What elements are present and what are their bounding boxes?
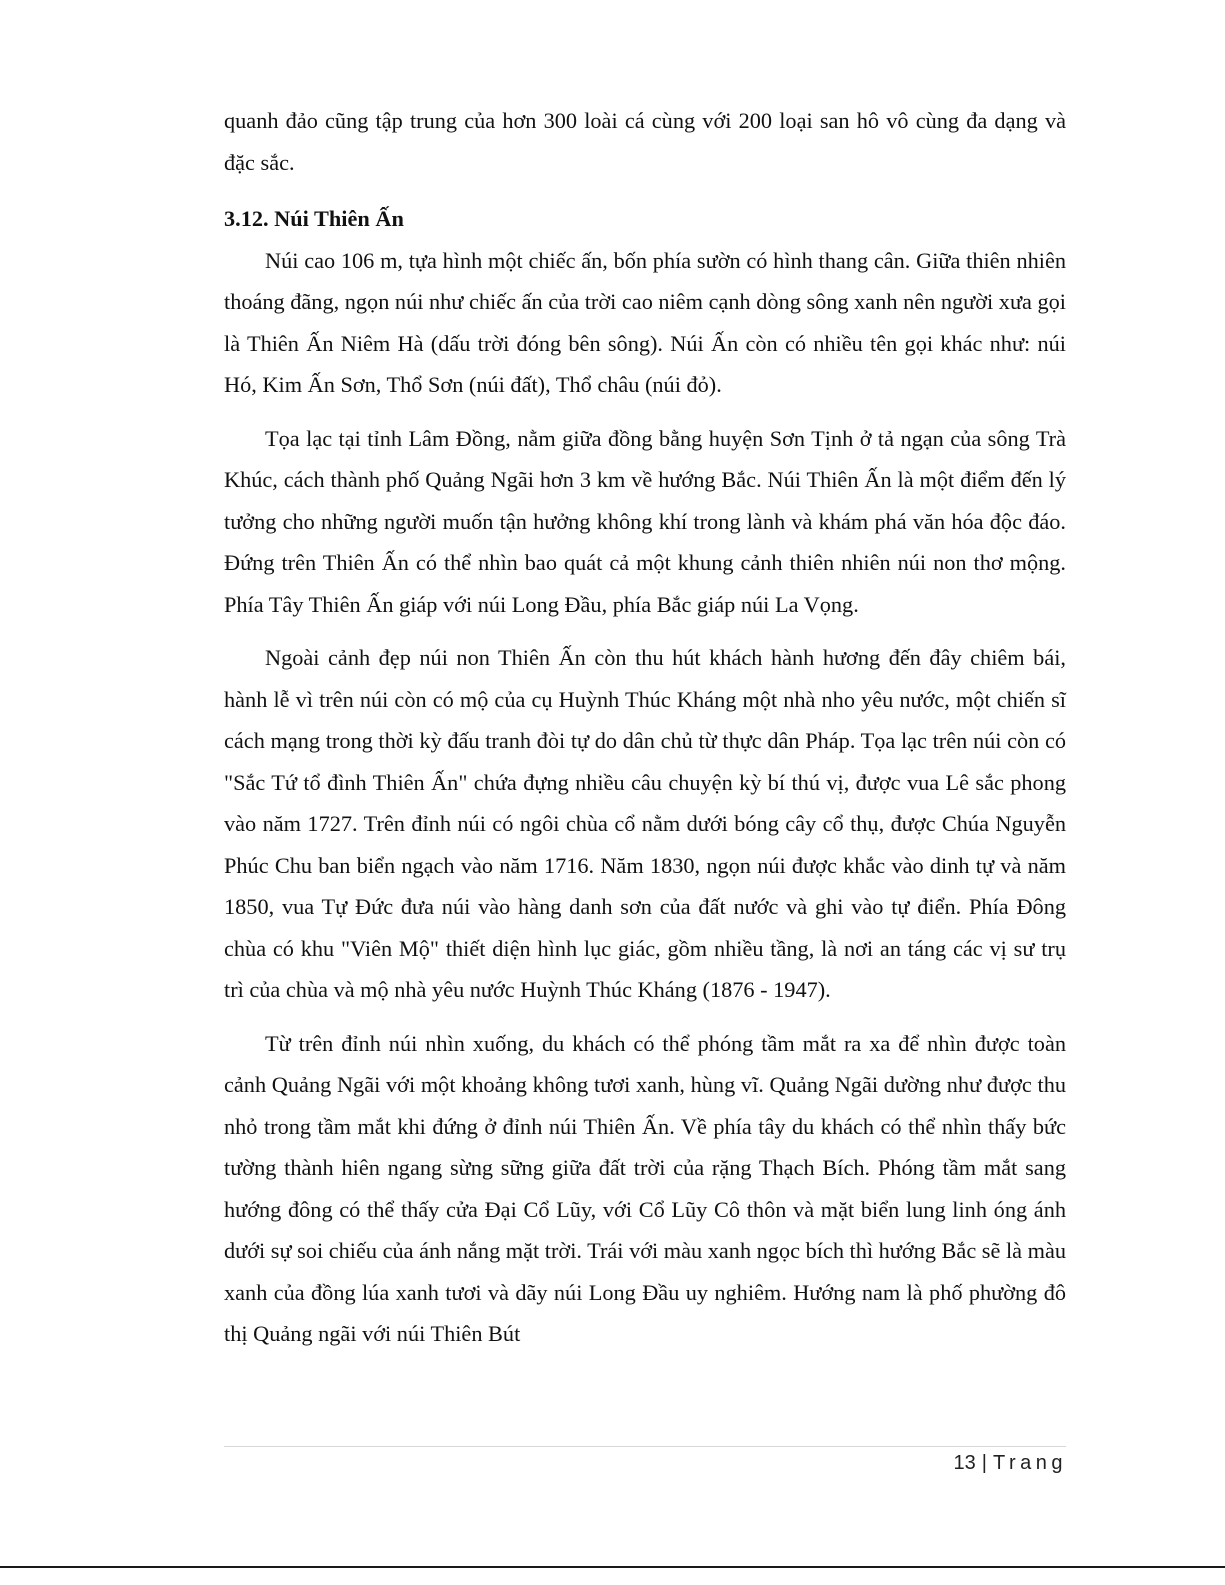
paragraph-panorama: Từ trên đỉnh núi nhìn xuống, du khách có thể phóng tầm mắt ra xa để nhìn được toàn cảnh Quảng Ngãi với một khoảng không tươi xanh, hùng vĩ. Quảng Ngãi dường như được thu nhỏ trong tầm mắt khi đứng ở đỉnh núi Thiên Ấn. Về phía tây du khách có thể nhìn thấy bức tường thành hiên ngang sừng sững giữa đất trời của rặng Thạch Bích. Phóng tầm mắt sang hướng đông có thể thấy cửa Đại Cổ Lũy, với Cổ Lũy Cô thôn và mặt biển lung linh óng ánh dưới sự soi chiếu của ánh nắng mặt trời. Trái với màu xanh ngọc bích thì hướng Bắc sẽ là màu xanh của đồng lúa xanh tươi và dãy núi Long Đầu uy nghiêm. Hướng nam là phố phường đô thị Quảng ngãi với núi Thiên Bút xyxy=(224,1030,1066,1346)
scan-edge-line xyxy=(0,1566,1225,1568)
page-body xyxy=(224,100,1066,1355)
footer-separator: | xyxy=(981,1452,987,1474)
page-footer xyxy=(954,1450,1067,1476)
paragraph-pilgrimage: Ngoài cảnh đẹp núi non Thiên Ấn còn thu hút khách hành hương đến đây chiêm bái, hành lễ vì trên núi còn có mộ của cụ Huỳnh Thúc Kháng một nhà nho yêu nước, một chiến sĩ cách mạng trong thời kỳ đấu tranh đòi tự do dân chủ từ thực dân Pháp. Tọa lạc trên núi còn có "Sắc Tứ tổ đình Thiên Ấn" chứa đựng nhiều câu chuyện kỳ bí thú vị, được vua Lê sắc phong vào năm 1727. Trên đỉnh núi có ngôi chùa cổ nằm dưới bóng cây cổ thụ, được Chúa Nguyễn Phúc Chu ban biển ngạch vào năm 1716. Năm 1830, ngọn núi được khắc vào dinh tự và năm 1850, vua Tự Đức đưa núi vào hàng danh sơn của đất nước và ghi vào tự điển. Phía Đông chùa có khu "Viên Mộ" thiết diện hình lục giác, gồm nhiều tầng, là nơi an táng các vị sư trụ trì của chùa và mộ nhà yêu nước Huỳnh Thúc Kháng (1876 - 1947). xyxy=(224,645,1066,1002)
paragraph-location: Tọa lạc tại tỉnh Lâm Đồng, nằm giữa đồng bằng huyện Sơn Tịnh ở tả ngạn của sông Trà Khúc, cách thành phố Quảng Ngãi hơn 3 km về hướng Bắc. Núi Thiên Ấn là một điểm đến lý tưởng cho những người muốn tận hưởng không khí trong lành và khám phá văn hóa độc đáo. Đứng trên Thiên Ấn có thể nhìn bao quát cả một khung cảnh thiên nhiên núi non thơ mộng. Phía Tây Thiên Ấn giáp với núi Long Đầu, phía Bắc giáp núi La Vọng. xyxy=(224,425,1066,617)
footer-divider xyxy=(224,1446,1066,1447)
page-label: Trang xyxy=(992,1452,1067,1474)
paragraph-continued: quanh đảo cũng tập trung của hơn 300 loài cá cùng với 200 loại san hô vô cùng đa dạng và đặc sắc. xyxy=(224,108,1066,175)
paragraph-mountain-shape: Núi cao 106 m, tựa hình một chiếc ấn, bốn phía sườn có hình thang cân. Giữa thiên nhiên thoáng đãng, ngọn núi như chiếc ấn của trời cao niêm cạnh dòng sông xanh nên người xưa gọi là Thiên Ấn Niêm Hà (dấu trời đóng bên sông). Núi Ấn còn có nhiều tên gọi khác như: núi Hó, Kim Ấn Sơn, Thổ Sơn (núi đất), Thổ châu (núi đỏ). xyxy=(224,247,1066,397)
page-number: 13 xyxy=(953,1452,976,1474)
section-heading: 3.12. Núi Thiên Ấn xyxy=(224,206,404,231)
